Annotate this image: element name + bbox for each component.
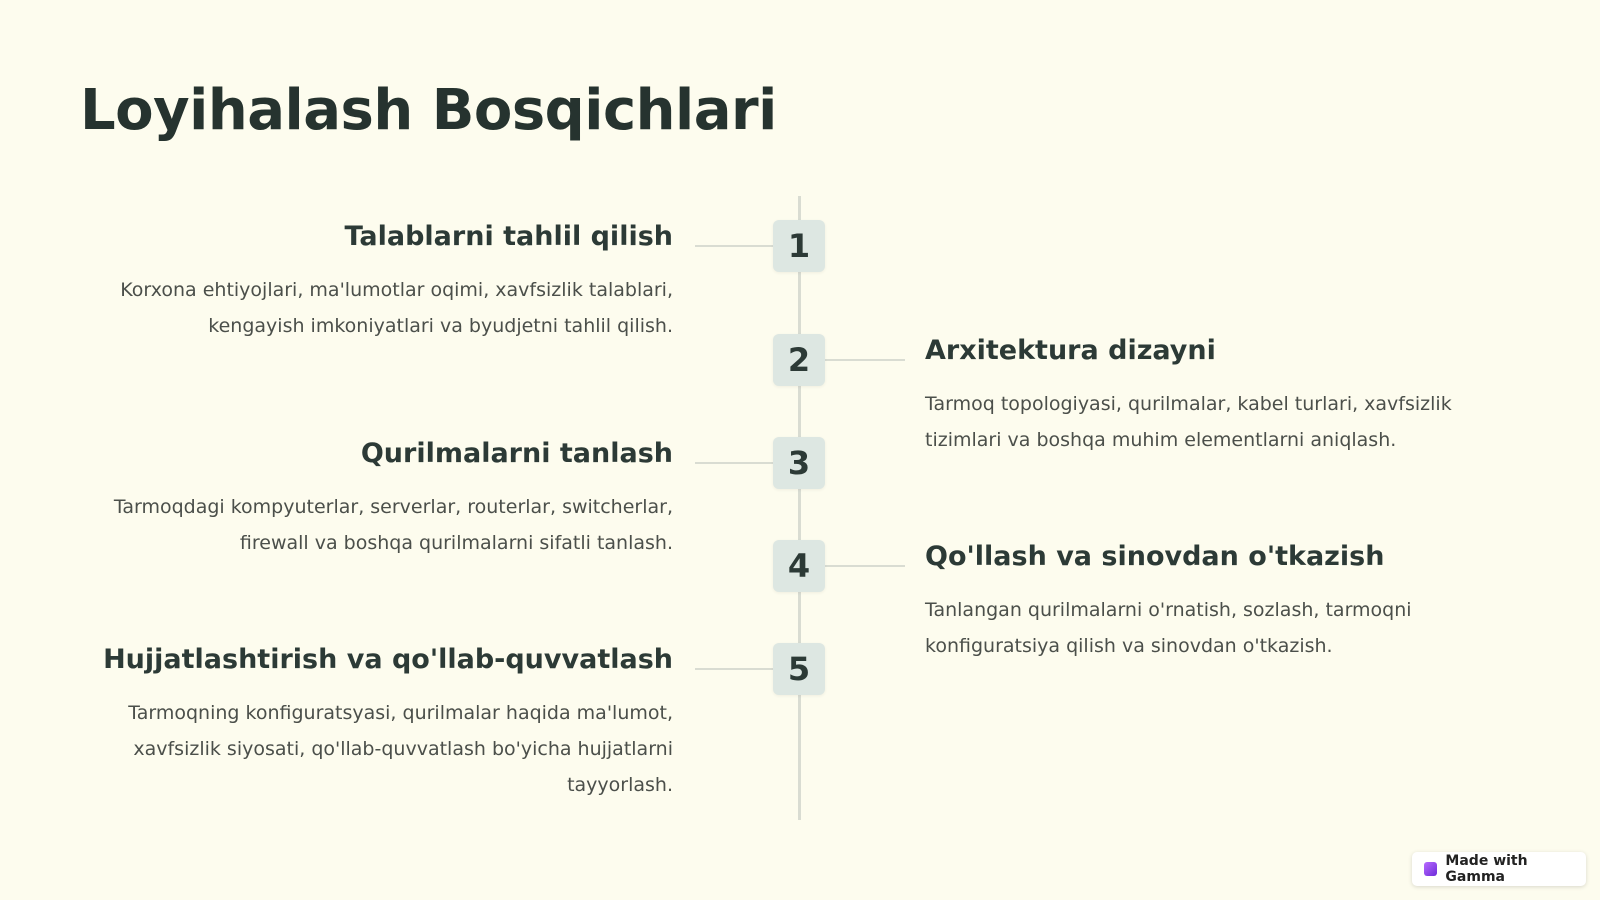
step-2 <box>925 334 1485 458</box>
step-title: Talablarni tahlil qilish <box>344 221 673 252</box>
connector-1 <box>695 245 775 247</box>
made-with-gamma-button[interactable] <box>1412 852 1586 886</box>
step-title: Qo'llash va sinovdan o'tkazish <box>925 541 1385 572</box>
step-5 <box>93 643 673 803</box>
made-with-gamma-label: Made with Gamma <box>1445 853 1528 885</box>
step-1 <box>93 220 673 344</box>
step-title: Qurilmalarni tanlash <box>360 438 673 469</box>
step-number-badge: 2 <box>773 334 825 386</box>
step-description: Tanlangan qurilmalarni o'rnatish, sozlash, tarmoqni konfiguratsiya qilish va sinovdan o'tkazish. <box>925 599 1412 657</box>
step-title: Arxitektura dizayni <box>925 335 1216 366</box>
connector-2 <box>825 359 905 361</box>
step-description: Tarmoqdagi kompyuterlar, serverlar, routerlar, switcherlar, firewall va boshqa qurilmalarni sifatli tanlash. <box>113 496 673 554</box>
step-3 <box>93 437 673 561</box>
step-number-badge: 3 <box>773 437 825 489</box>
step-description: Tarmoq topologiyasi, qurilmalar, kabel turlari, xavfsizlik tizimlari va boshqa muhim elementlarni aniqlash. <box>925 393 1452 451</box>
timeline-spine <box>798 196 801 820</box>
step-description: Korxona ehtiyojlari, ma'lumotlar oqimi, xavfsizlik talablari, kengayish imkoniyatlari va byudjetni tahlil qilish. <box>120 279 673 337</box>
connector-3 <box>695 462 775 464</box>
connector-4 <box>825 565 905 567</box>
step-4 <box>925 540 1485 664</box>
step-number-badge: 1 <box>773 220 825 272</box>
step-number-badge: 4 <box>773 540 825 592</box>
step-title: Hujjatlashtirish va qo'llab-quvvatlash <box>103 644 673 675</box>
step-description: Tarmoqning konfiguratsyasi, qurilmalar haqida ma'lumot, xavfsizlik siyosati, qo'llab-quvvatlash bo'yicha hujjatlarni tayyorlash. <box>128 702 673 796</box>
step-number-badge: 5 <box>773 643 825 695</box>
connector-5 <box>695 668 775 670</box>
page-title: Loyihalash Bosqichlari <box>80 78 777 143</box>
gamma-logo-icon <box>1424 862 1437 876</box>
